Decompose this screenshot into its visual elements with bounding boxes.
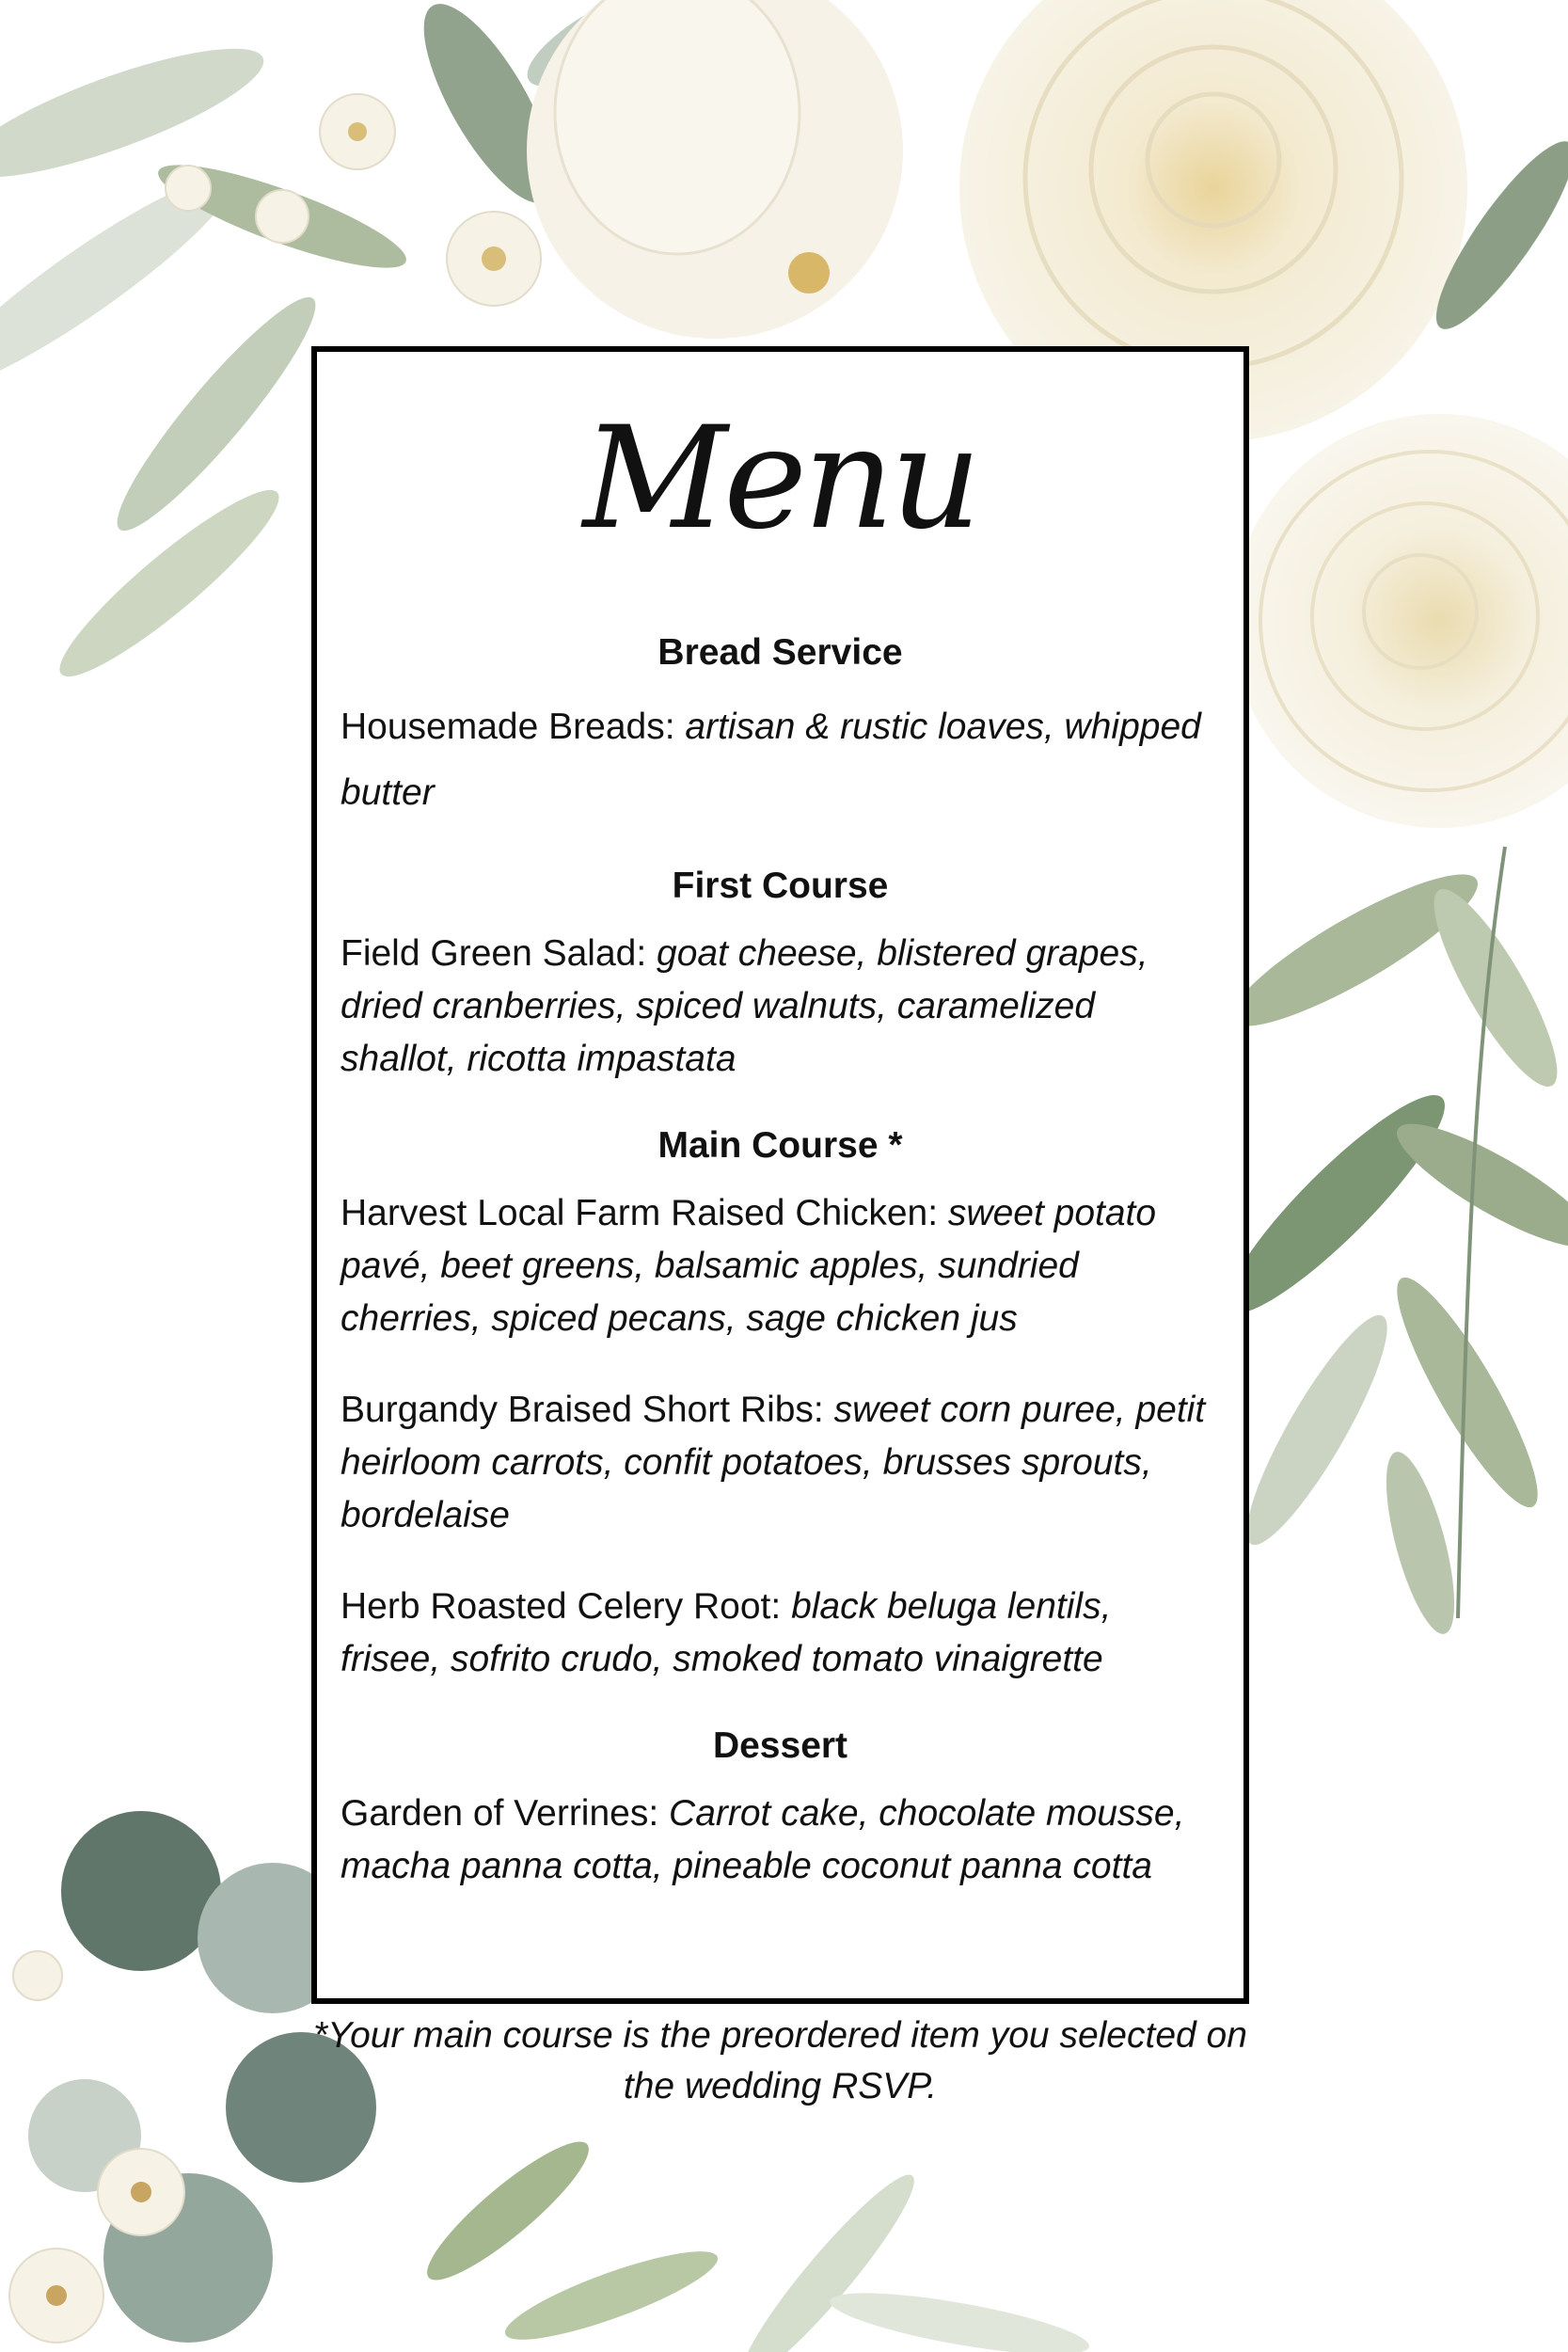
section-heading: Bread Service	[657, 632, 903, 673]
menu-item	[341, 1581, 1220, 1686]
menu-card	[311, 346, 1249, 2004]
item-name: Housemade Breads:	[341, 707, 675, 747]
section-heading: Dessert	[712, 1725, 848, 1766]
item-name: Herb Roasted Celery Root:	[341, 1586, 782, 1627]
item-description: sweet potato pavé, beet greens, balsamic apples, sundried cherries, spiced pecans, sage chicken jus	[341, 1193, 1157, 1339]
item-name: Burgandy Braised Short Ribs:	[341, 1390, 824, 1430]
menu-title: Menu	[582, 397, 978, 561]
item-description: Carrot cake, chocolate mousse, macha panna cotta, pineable coconut panna cotta	[341, 1793, 1185, 1886]
menu-section-first-course	[341, 867, 1220, 1086]
white-rose-right	[1232, 414, 1568, 828]
item-description: artisan & rustic loaves, whipped butter	[341, 707, 1201, 813]
item-description: black beluga lentils, frisee, sofrito crudo, smoked tomato vinaigrette	[341, 1586, 1112, 1679]
section-heading: Main Course *	[657, 1125, 903, 1166]
white-rose-medium	[527, 0, 903, 339]
item-description: goat cheese, blistered grapes, dried cranberries, spiced walnuts, caramelized shallot, ricotta impastata	[341, 933, 1148, 1079]
item-description: sweet corn puree, petit heirloom carrots, confit potatoes, brusses sprouts, bordelaise	[341, 1390, 1206, 1535]
item-name: Field Green Salad:	[341, 933, 647, 974]
section-heading: First Course	[672, 866, 889, 906]
menu-item	[341, 1384, 1220, 1542]
menu-item	[341, 1788, 1220, 1893]
item-name: Harvest Local Farm Raised Chicken:	[341, 1193, 939, 1233]
menu-item	[341, 694, 1220, 826]
menu-section-bread-service	[341, 634, 1220, 826]
menu-item	[341, 928, 1220, 1086]
menu-item	[341, 1187, 1220, 1345]
menu-section-dessert	[341, 1727, 1220, 1893]
menu-content	[341, 634, 1220, 1934]
footnote: *Your main course is the preordered item you selected on the wedding RSVP.	[313, 2015, 1247, 2106]
menu-section-main-course	[341, 1127, 1220, 1686]
item-name: Garden of Verrines:	[341, 1793, 659, 1834]
